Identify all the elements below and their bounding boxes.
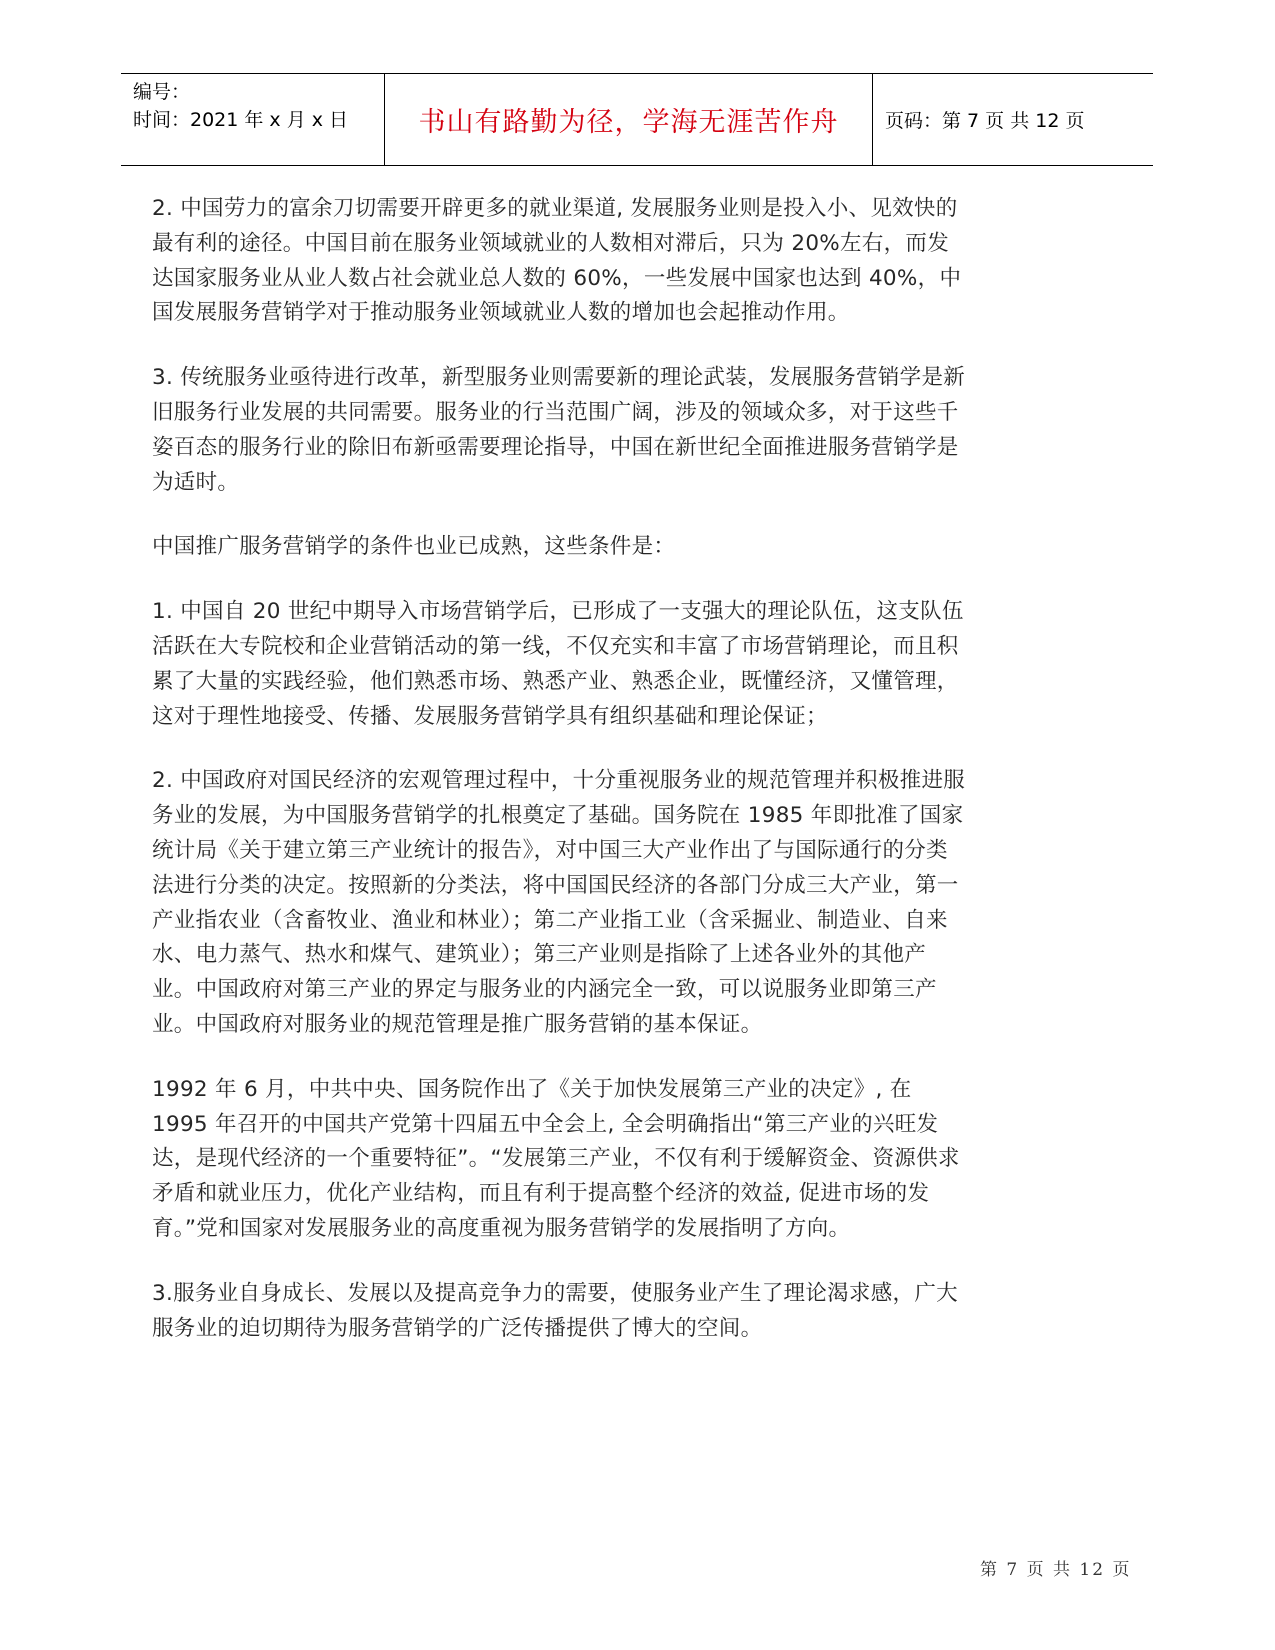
document-body — [152, 192, 967, 1376]
page-footer: 第 7 页 共 12 页 — [980, 1560, 1132, 1580]
document-number: 编号： — [133, 81, 191, 103]
paragraph: 中国推广服务营销学的条件也业已成熟，这些条件是： — [152, 534, 676, 560]
paragraph: 1. 中国自 20 世纪中期导入市场营销学后，已形成了一支强大的理论队伍，这支队伍活跃在大专院校和企业营销活动的第一线，不仅充实和丰富了市场营销理论，而且积累了大量的实践经验，他们熟悉市场、熟悉产业、熟悉企业，既懂经济，又懂管理，这对于理性地接受、传播、发展服务营销学具有组织基础和理论保证； — [152, 599, 964, 729]
document-time: 时间：2021 年 x 月 x 日 — [133, 109, 349, 131]
header-motto: 书山有路勤为径，学海无涯苦作舟 — [385, 74, 873, 165]
header-page-info: 页码：第 7 页 共 12 页 — [885, 110, 1085, 132]
paragraph: 2. 中国劳力的富余刀切需要开辟更多的就业渠道, 发展服务业则是投入小、见效快的最有利的途径。中国目前在服务业领域就业的人数相对滞后，只为 20%左右，而发达国家服务业从业人数占社会就业总人数的 60%，一些发展中国家也达到 40%，中国发展服务营销学对于推动服务业领域就业人数的增加也会起推动作用。 — [152, 196, 962, 326]
paragraph: 1992 年 6 月，中共中央、国务院作出了《关于加快发展第三产业的决定》, 在 1995 年召开的中国共产党第十四届五中全会上, 全会明确指出“第三产业的兴旺发达，是现代经济的一个重要特征”。“发展第三产业，不仅有利于缓解资金、资源供求矛盾和就业压力，优化产业结构，而且有利于提高整个经济的效益, 促进市场的发育。”党和国家对发展服务业的高度重视为服务营销学的发展指明了方向。 — [152, 1076, 960, 1241]
header-meta — [121, 74, 385, 165]
paragraph: 3.服务业自身成长、发展以及提高竞争力的需要，使服务业产生了理论渴求感，广大服务业的迫切期待为服务营销学的广泛传播提供了博大的空间。 — [152, 1280, 958, 1341]
paragraph: 3. 传统服务业亟待进行改革，新型服务业则需要新的理论武装，发展服务营销学是新旧服务行业发展的共同需要。服务业的行当范围广阔，涉及的领域众多，对于这些千姿百态的服务行业的除旧布新亟需要理论指导，中国在新世纪全面推进服务营销学是为适时。 — [152, 365, 966, 495]
header-table — [121, 73, 1153, 166]
paragraph: 2. 中国政府对国民经济的宏观管理过程中，十分重视服务业的规范管理并积极推进服务业的发展，为中国服务营销学的扎根奠定了基础。国务院在 1985 年即批准了国家统计局《关于建立第三产业统计的报告》，对中国三大产业作出了与国际通行的分类法进行分类的决定。按照新的分类法，将中国国民经济的各部门分成三大产业，第一产业指农业（含畜牧业、渔业和林业）；第二产业指工业（含采掘业、制造业、自来水、电力蒸气、热水和煤气、建筑业）；第三产业则是指除了上述各业外的其他产业。中国政府对第三产业的界定与服务业的内涵完全一致，可以说服务业即第三产业。中国政府对服务业的规范管理是推广服务营销的基本保证。 — [152, 768, 966, 1037]
